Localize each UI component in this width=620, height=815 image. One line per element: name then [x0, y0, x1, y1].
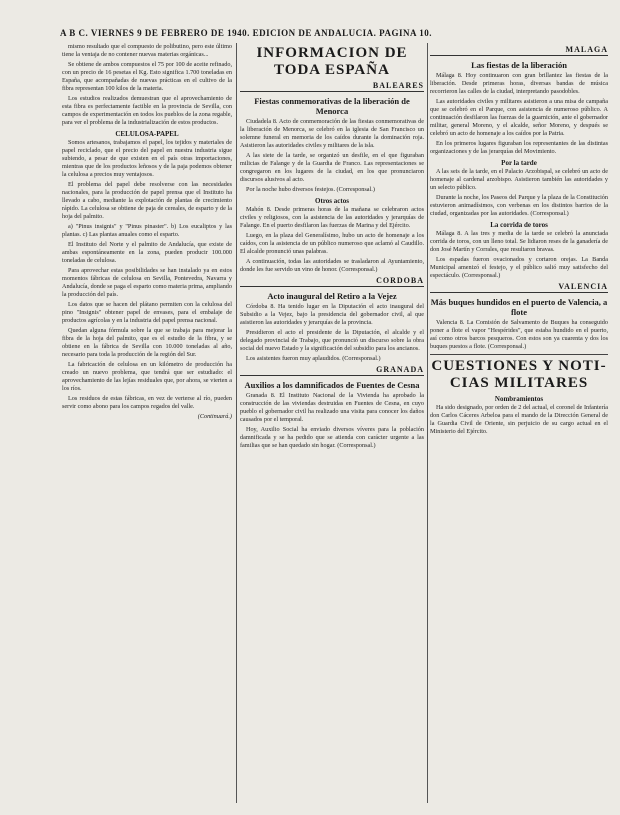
article-paragraph: La fabricación de celulosa en un kilómetro de producción ha creado un nuevo problema, que tendrá que ser estudiado: el aprovechamiento de las lejías residuales que, por ahora, se vierten a los ríos. [62, 361, 232, 392]
article-paragraph: Los asistentes fueron muy aplaudidos. (Corresponsal.) [246, 355, 381, 362]
article-paragraph: Málaga 8. A las tres y media de la tarde se celebró la anunciada corrida de toros, con un lleno total. Se lidiaron reses de la ganadería de don José Martín y Corrales, que resultaron bravas. [430, 230, 608, 253]
article-paragraph: Los datos que se hacen del plátano permiten con la celulosa del pino "Insignis" obtener papel de envases, para el embalaje de productos agrícolas y en la industria del papel prensa nacional. [62, 301, 232, 324]
article-headline: La corrida de toros [490, 221, 548, 229]
article-paragraph: Granada 8. El Instituto Nacional de la Vivienda ha aprobado la construcción de las viviendas destruidas en Fuentes de Cesna, en cuyo pueblo el gobernador civil ha realizado una visita para conocer los daños causados por el temporal. [240, 392, 424, 423]
masthead-line: CIAS MILITARES [449, 375, 589, 391]
article-paragraph: Ciudadela 8. Acto de conmemoración de las fiestas conmemorativas de la liberación de Menorca, se celebró en la iglesia de San Francisco un solemne funeral en memoria de los caídos durante la dominación roja. Asistieron las autoridades civiles y militares de la isla. [240, 118, 424, 149]
article-paragraph: Para aprovechar estas posibilidades se han instalado ya en estos momentos fábricas de celulosa en Sevilla, Pontevedra, Navarra y Andalucía, donde se paga el esparto como materia prima, ampliando la producción del país. [62, 267, 232, 298]
article-subhead: Otros actos [315, 197, 349, 205]
place-tag-cordoba: CORDOBA [240, 277, 424, 287]
article-headline: Más buques hundidos en el puerto de Valencia, a flote [430, 297, 608, 317]
place-tag-granada: GRANADA [240, 366, 424, 376]
article-headline: Las fiestas de la liberación [471, 60, 567, 70]
article-paragraph: Durante la noche, los Paseos del Parque y la plaza de la Constitución estuvieron animadísimos, con verbenas en los distintos barrios de la ciudad, organizadas por las autoridades. (Corresponsal.) [430, 194, 608, 217]
column-center [240, 43, 424, 803]
article-paragraph: Mahón 8. Desde primeras horas de la mañana se celebraron actos civiles y religiosos, con la asistencia de las autoridades y jerarquías de Falange. En el puerto desfilaron las fuerzas de Marina y del Ejército. [240, 206, 424, 229]
section-subhead: CELULOSA-PAPEL [115, 130, 179, 138]
masthead-line: INFORMACION DE [256, 45, 408, 61]
article-paragraph: El problema del papel debe resolverse con las necesidades nacionales, para la producción de papel prensa que el Instituto ha llevado a cabo, mediante la explotación de plantas de crecimiento rápido. La celulosa se obtiene de paja de cereales, de esparto y de la hoja del palmito. [62, 181, 232, 220]
article-paragraph: Los estudios realizados demuestran que el aprovechamiento de esta fibra es perfectamente factible en la provincia de Sevilla, con campos de experimentación en todos los pueblos de la zona regable, para ver el problema de la industrialización de estos productos. [62, 95, 232, 126]
running-head: A B C. VIERNES 9 DE FEBRERO DE 1940. EDICION DE ANDALUCIA. PAGINA 10. [60, 28, 432, 38]
article-paragraph: Valencia 8. La Comisión de Salvamento de Buques ha conseguido poner a flote el vapor "Hespérides", que estaba hundido en el puerto, así como otros barcos pesqueros. Con estos son ya cuarenta y dos los buques puestos a flote. (Corresponsal.) [430, 319, 608, 350]
article-subhead: Nombramientos [494, 395, 544, 403]
section-masthead [240, 45, 424, 79]
article-subhead: Por la tarde [501, 159, 537, 167]
article-headline: Fiestas conmemorativas de la liberación de Menorca [254, 96, 410, 116]
article-headline: Auxilios a los damnificados de Fuentes de Cesna [244, 380, 420, 390]
article-paragraph: A continuación, todas las autoridades se trasladaron al Ayuntamiento, donde les fue servido un vino de honor. (Corresponsal.) [240, 258, 424, 273]
article-paragraph: Málaga 8. Hoy continuaron con gran brillantez las fiestas de la liberación. Desde primeras horas, diversas bandas de música recorrieron las calles de la ciudad, interpretando pasodobles. [430, 72, 608, 95]
section-masthead [430, 358, 608, 392]
article-list: a) "Pinus insignis" y "Pinus pinaster". b) Los eucaliptos y las plantas. c) Las plantas anuales como el esparto. [62, 223, 232, 238]
article-paragraph: Hoy, Auxilio Social ha enviado diversos víveres para la población damnificada y se ha pedido que se atienda con carácter urgente a las familias que se han quedado sin hogar. (Corresponsal.) [240, 426, 424, 449]
divider [430, 354, 608, 355]
article-paragraph: A las siete de la tarde, se organizó un desfile, en el que figuraban milicias de Falange y de la Guardia de Franco. Las representaciones se congregaron en los lugares de la ciudad, en los que pronunciaron discursos alusivos al acto. [240, 152, 424, 183]
continued-note: (Continuará.) [197, 413, 232, 420]
article-paragraph: Se obtiene de ambos compuestos el 75 por 100 de aceite refinado, con un precio de 16 pesetas el Kg. Esto significa 1.700 toneladas en España, que acompañadas de nuevas prácticas en el cultivo de la fibra representan 100 kilos de la materia. [62, 61, 232, 92]
article-headline: Acto inaugural del Retiro a la Vejez [267, 291, 397, 301]
column-right [430, 43, 608, 803]
column-rule [427, 43, 428, 803]
article-paragraph: El Instituto del Norte y el palmito de Andalucía, que existe de ambas espontáneamente en la zona, pueden producir 100.000 toneladas de celulosa. [62, 241, 232, 264]
article-paragraph: Luego, en la plaza del Generalísimo, hubo un acto de homenaje a los caídos, con la asistencia de un público numeroso que aclamó al Caudillo. El alcalde pronunció unas palabras. [240, 232, 424, 255]
place-tag-valencia: VALENCIA [430, 283, 608, 293]
place-tag-malaga: MALAGA [430, 46, 608, 56]
article-paragraph: Presidieron el acto el presidente de la Diputación, el alcalde y el delegado provincial de Trabajo, que pronunció un discurso sobre la obra social del nuevo Estado y la significación del subsidio para los ancianos. [240, 329, 424, 352]
article-paragraph: A las seis de la tarde, en el Palacio Arzobispal, se celebró un acto de homenaje al cardenal arzobispo. Asistieron también las autoridades y un selecto público. [430, 168, 608, 191]
masthead-line: TODA ESPAÑA [274, 62, 390, 78]
article-paragraph: Somos artesanos, trabajamos el papel, los tejidos y materiales de papel reciclado, que el precio del papel en nuestra industria sigue subiendo, a pesar de que existen en el país otras importaciones, mientras que de los productos leñosos y de la paja podemos obtener la celulosa a precios muy ventajosos. [62, 139, 232, 178]
article-paragraph: En los primeros lugares figuraban los representantes de las distintas organizaciones y de las jerarquías del Movimiento. [430, 140, 608, 155]
column-left [62, 43, 232, 803]
article-paragraph: Los residuos de estas fábricas, en vez de verterse al río, pueden servir como abono para los campos regados del valle. [62, 395, 232, 410]
article-paragraph: Ha sido designado, por orden de 2 del actual, el coronel de Infantería don Carlos Cáceres Arbeloa para el mando de la Dirección General de la Guardia Civil de Oriente, sin perjuicio de su cargo actual en el Ministerio del Ejército. [430, 404, 608, 435]
article-paragraph: mismo resultado que el compuesto de polibutino, pero este último tiene la ventaja de no contener nuevas materias orgánicas... [62, 43, 232, 58]
place-tag-baleares: BALEARES [240, 82, 424, 92]
article-paragraph: Quedan alguna fórmula sobre la que se trabaja para mejorar la fibra de la hoja del palmito, que es el estudio de la fibra, y se obtiene en la fábrica de Sevilla con 10.000 toneladas al año, necesario para toda la producción de la región del Sur. [62, 327, 232, 358]
column-rule [236, 43, 237, 803]
masthead-line: CUESTIONES Y NOTI- [431, 358, 607, 374]
article-paragraph: Las autoridades civiles y militares asistieron a una misa de campaña que se celebró en el Parque, con asistencia de numeroso público. A continuación desfilaron las fuerzas de la guarnición, ante el gobernador militar, general Moreno, y el alcalde, señor Moreno, y después se celebró un acto de homenaje a los caídos por la Patria. [430, 98, 608, 137]
article-paragraph: Córdoba 8. Ha tenido lugar en la Diputación el acto inaugural del Subsidio a la Vejez, bajo la presidencia del gobernador civil, al que asistieron las autoridades y jerarquías de la provincia. [240, 303, 424, 326]
article-paragraph: Los espadas fueron ovacionados y cortaron orejas. La Banda Municipal amenizó el festejo, y el público salió muy satisfecho del espectáculo. (Corresponsal.) [430, 256, 608, 279]
article-paragraph: Por la noche hubo diversos festejos. (Corresponsal.) [246, 186, 375, 193]
